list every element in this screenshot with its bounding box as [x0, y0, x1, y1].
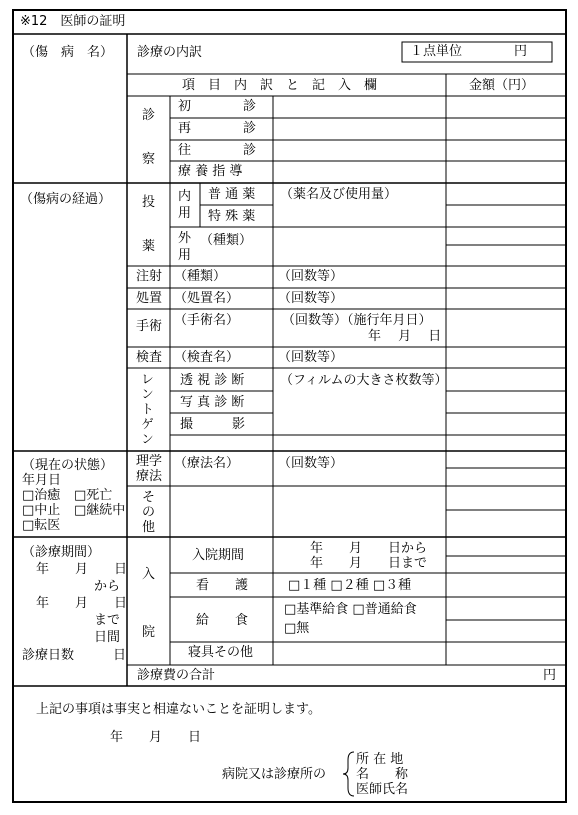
exam-name: （検査名） [174, 350, 240, 365]
nursing-label: 看 護 [196, 578, 249, 593]
xray-photo: 写 真 診 断 [180, 395, 245, 410]
injection-kind: （種類） [174, 269, 227, 284]
total-yen-unit: 円 [543, 668, 557, 683]
form-title: ※12 医師の証明 [20, 14, 126, 29]
toyaku-category-2: 薬 [142, 239, 156, 254]
status-transferred-checkbox[interactable]: □転医 [22, 518, 61, 533]
external-kind-label: （種類） [200, 233, 253, 248]
external-use-label-2: 用 [178, 248, 192, 263]
shinsatsu-category-2: 察 [142, 152, 156, 167]
physical-therapy-label-1: 理学 [136, 454, 163, 469]
period-from-suffix: から [94, 579, 121, 594]
hospital-name-label: 名 称 [356, 767, 409, 782]
surgery-note: （回数等）（施行年月日） [282, 313, 432, 328]
status-stopped-checkbox[interactable]: □中止 [22, 503, 61, 518]
status-label: （現在の状態） [22, 458, 114, 473]
hospitalization-to: 年 月 日まで [310, 556, 428, 571]
hospitalization-category-2: 院 [142, 625, 156, 640]
meal-label: 給 食 [196, 613, 249, 628]
status-date-label: 年月日 [22, 473, 62, 488]
toyaku-category-1: 投 [142, 195, 156, 210]
procedure-count: （回数等） [278, 291, 344, 306]
amount-header: 金額（円） [469, 78, 535, 93]
procedure-name: （処置名） [174, 291, 240, 306]
hospital-address-label: 所 在 地 [356, 752, 404, 767]
course-label: （傷病の経過） [20, 192, 112, 207]
regular-drug-label: 普 通 薬 [208, 187, 256, 202]
other-label-3: 他 [142, 520, 156, 535]
meal-none-option[interactable]: □無 [284, 621, 310, 636]
bedding-label: 寝具その他 [188, 645, 254, 660]
items-header: 項 目 内 訳 と 記 入 欄 [182, 78, 378, 93]
therapy-name: （療法名） [174, 456, 240, 471]
internal-use-label-2: 用 [178, 206, 192, 221]
xray-imaging: 撮 影 [180, 417, 246, 432]
exam-count: （回数等） [278, 350, 344, 365]
external-use-label-1: 外 [178, 231, 192, 246]
period-label: （診療期間） [22, 545, 101, 560]
certification-date: 年 月 日 [110, 730, 202, 745]
hospitalization-period-label: 入院期間 [192, 548, 245, 563]
other-label-1: そ [142, 490, 156, 505]
injection-label: 注射 [136, 269, 163, 284]
hospitalization-from: 年 月 日から [310, 541, 428, 556]
physical-therapy-label-2: 療法 [136, 469, 163, 484]
breakdown-label: 診療の内訳 [137, 45, 203, 60]
shinsatsu-home-visit: 往 診 [178, 143, 257, 158]
xray-fluoroscopy: 透 視 診 断 [180, 373, 245, 388]
surgery-label: 手術 [136, 319, 163, 334]
doctor-name-label: 医師氏名 [356, 782, 409, 797]
period-to-suffix: まで [94, 613, 121, 628]
period-to-date: 年 月 日 [36, 596, 128, 611]
period-from-date: 年 月 日 [36, 562, 128, 577]
hospital-label: 病院又は診療所の [222, 767, 327, 782]
status-died-checkbox[interactable]: □死亡 [74, 488, 113, 503]
meal-options[interactable]: □基準給食 □普通給食 [284, 602, 417, 617]
hospitalization-category-1: 入 [142, 567, 156, 582]
treatment-days-label: 診療日数 日 [22, 648, 127, 663]
procedure-label: 処置 [136, 291, 163, 306]
injection-count: （回数等） [278, 269, 344, 284]
unit-label: １点単位 円 [410, 44, 528, 59]
xray-category: レントゲン [138, 372, 153, 447]
disease-name-label: （傷 病 名） [22, 45, 114, 60]
other-label-2: の [142, 505, 156, 520]
shinsatsu-guidance: 療 養 指 導 [178, 164, 243, 179]
status-continuing-checkbox[interactable]: □継続中 [74, 503, 126, 518]
special-drug-label: 特 殊 薬 [208, 209, 256, 224]
certification-statement: 上記の事項は事実と相違ないことを証明します。 [36, 702, 321, 717]
therapy-count: （回数等） [278, 456, 344, 471]
shinsatsu-revisit: 再 診 [178, 121, 257, 136]
shinsatsu-category-1: 診 [142, 108, 156, 123]
drug-name-note: （薬名及び使用量） [280, 187, 398, 202]
exam-label: 検査 [136, 350, 163, 365]
total-fee-label: 診療費の合計 [137, 668, 216, 683]
status-cured-checkbox[interactable]: □治癒 [22, 488, 61, 503]
internal-use-label-1: 内 [178, 189, 192, 204]
period-days-suffix: 日間 [94, 630, 121, 645]
surgery-date: 年 月 日 [368, 329, 442, 344]
surgery-name: （手術名） [174, 313, 240, 328]
film-note: （フィルムの大きさ枚数等） [280, 373, 448, 388]
nursing-options[interactable]: □１種 □２種 □３種 [288, 578, 412, 593]
shinsatsu-first-visit: 初 診 [178, 99, 257, 114]
